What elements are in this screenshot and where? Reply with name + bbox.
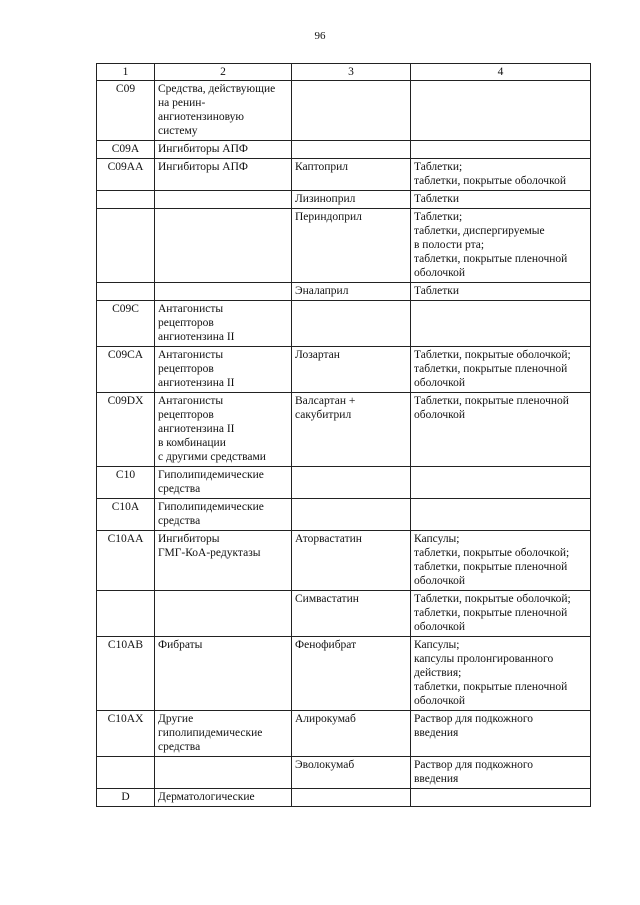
table-row bbox=[97, 393, 591, 467]
drug-name-cell: Лизиноприл bbox=[292, 191, 411, 209]
table-row bbox=[97, 711, 591, 757]
group-name-cell: Антагонисты рецепторов ангиотензина II в комбинации с другими средствами bbox=[155, 393, 292, 467]
drug-name-cell: Лозартан bbox=[292, 347, 411, 393]
atc-code-cell: C09CA bbox=[97, 347, 155, 393]
atc-code-cell: C09AA bbox=[97, 159, 155, 191]
atc-code-cell bbox=[97, 191, 155, 209]
table-row bbox=[97, 757, 591, 789]
dosage-form-cell bbox=[411, 467, 591, 499]
group-name-cell: Антагонисты рецепторов ангиотензина II bbox=[155, 301, 292, 347]
atc-code-cell bbox=[97, 757, 155, 789]
group-name-cell bbox=[155, 209, 292, 283]
drug-name-cell: Валсартан + сакубитрил bbox=[292, 393, 411, 467]
drug-name-cell: Алирокумаб bbox=[292, 711, 411, 757]
header-col-1: 1 bbox=[97, 64, 155, 81]
group-name-cell bbox=[155, 591, 292, 637]
atc-code-cell: C10 bbox=[97, 467, 155, 499]
group-name-cell: Гиполипидемические средства bbox=[155, 467, 292, 499]
dosage-form-cell: Капсулы; таблетки, покрытые оболочкой; таблетки, покрытые пленочной оболочкой bbox=[411, 531, 591, 591]
group-name-cell: Гиполипидемические средства bbox=[155, 499, 292, 531]
table-row bbox=[97, 531, 591, 591]
dosage-form-cell: Таблетки, покрытые оболочкой; таблетки, покрытые пленочной оболочкой bbox=[411, 347, 591, 393]
page-number: 96 bbox=[314, 30, 326, 42]
dosage-form-cell: Таблетки bbox=[411, 191, 591, 209]
table-row bbox=[97, 499, 591, 531]
table-row bbox=[97, 467, 591, 499]
drug-name-cell: Аторвастатин bbox=[292, 531, 411, 591]
atc-code-cell: C10AB bbox=[97, 637, 155, 711]
table-row bbox=[97, 347, 591, 393]
dosage-form-cell bbox=[411, 301, 591, 347]
dosage-form-cell bbox=[411, 141, 591, 159]
dosage-form-cell: Таблетки, покрытые оболочкой; таблетки, покрытые пленочной оболочкой bbox=[411, 591, 591, 637]
drug-name-cell bbox=[292, 499, 411, 531]
atc-code-cell: C10AA bbox=[97, 531, 155, 591]
dosage-form-cell: Таблетки bbox=[411, 283, 591, 301]
dosage-form-cell: Таблетки; таблетки, покрытые оболочкой bbox=[411, 159, 591, 191]
atc-code-cell: C09DX bbox=[97, 393, 155, 467]
drug-name-cell: Эволокумаб bbox=[292, 757, 411, 789]
atc-code-cell: C10AX bbox=[97, 711, 155, 757]
drug-name-cell: Эналаприл bbox=[292, 283, 411, 301]
drug-name-cell bbox=[292, 789, 411, 807]
atc-code-cell bbox=[97, 209, 155, 283]
drug-name-cell bbox=[292, 81, 411, 141]
group-name-cell: Ингибиторы ГМГ-КоА-редуктазы bbox=[155, 531, 292, 591]
header-col-3: 3 bbox=[292, 64, 411, 81]
drug-name-cell bbox=[292, 301, 411, 347]
table-header-row bbox=[97, 64, 591, 81]
drug-name-cell bbox=[292, 141, 411, 159]
atc-code-cell bbox=[97, 283, 155, 301]
atc-code-cell: C09C bbox=[97, 301, 155, 347]
table-row bbox=[97, 283, 591, 301]
header-col-4: 4 bbox=[411, 64, 591, 81]
drug-name-cell: Симвастатин bbox=[292, 591, 411, 637]
drug-list-table bbox=[96, 63, 591, 807]
table-row bbox=[97, 789, 591, 807]
group-name-cell bbox=[155, 191, 292, 209]
atc-code-cell: D bbox=[97, 789, 155, 807]
atc-code-cell: C10A bbox=[97, 499, 155, 531]
group-name-cell: Фибраты bbox=[155, 637, 292, 711]
group-name-cell: Ингибиторы АПФ bbox=[155, 159, 292, 191]
group-name-cell bbox=[155, 283, 292, 301]
atc-code-cell: C09 bbox=[97, 81, 155, 141]
table-row bbox=[97, 81, 591, 141]
table-row bbox=[97, 209, 591, 283]
dosage-form-cell: Таблетки, покрытые пленочной оболочкой bbox=[411, 393, 591, 467]
group-name-cell: Средства, действующие на ренин- ангиотензиновую систему bbox=[155, 81, 292, 141]
drug-name-cell: Периндоприл bbox=[292, 209, 411, 283]
atc-code-cell: C09A bbox=[97, 141, 155, 159]
drug-name-cell: Каптоприл bbox=[292, 159, 411, 191]
table-row bbox=[97, 301, 591, 347]
drug-name-cell: Фенофибрат bbox=[292, 637, 411, 711]
dosage-form-cell bbox=[411, 81, 591, 141]
header-col-2: 2 bbox=[155, 64, 292, 81]
group-name-cell: Ингибиторы АПФ bbox=[155, 141, 292, 159]
dosage-form-cell: Раствор для подкожного введения bbox=[411, 757, 591, 789]
dosage-form-cell bbox=[411, 789, 591, 807]
dosage-form-cell: Таблетки; таблетки, диспергируемые в полости рта; таблетки, покрытые пленочной оболочкой bbox=[411, 209, 591, 283]
table-row bbox=[97, 191, 591, 209]
group-name-cell: Другие гиполипидемические средства bbox=[155, 711, 292, 757]
dosage-form-cell: Раствор для подкожного введения bbox=[411, 711, 591, 757]
dosage-form-cell: Капсулы; капсулы пролонгированного действия; таблетки, покрытые пленочной оболочкой bbox=[411, 637, 591, 711]
group-name-cell bbox=[155, 757, 292, 789]
drug-name-cell bbox=[292, 467, 411, 499]
table-row bbox=[97, 637, 591, 711]
group-name-cell: Антагонисты рецепторов ангиотензина II bbox=[155, 347, 292, 393]
table-row bbox=[97, 159, 591, 191]
dosage-form-cell bbox=[411, 499, 591, 531]
atc-code-cell bbox=[97, 591, 155, 637]
group-name-cell: Дерматологические bbox=[155, 789, 292, 807]
table-row bbox=[97, 591, 591, 637]
table-row bbox=[97, 141, 591, 159]
